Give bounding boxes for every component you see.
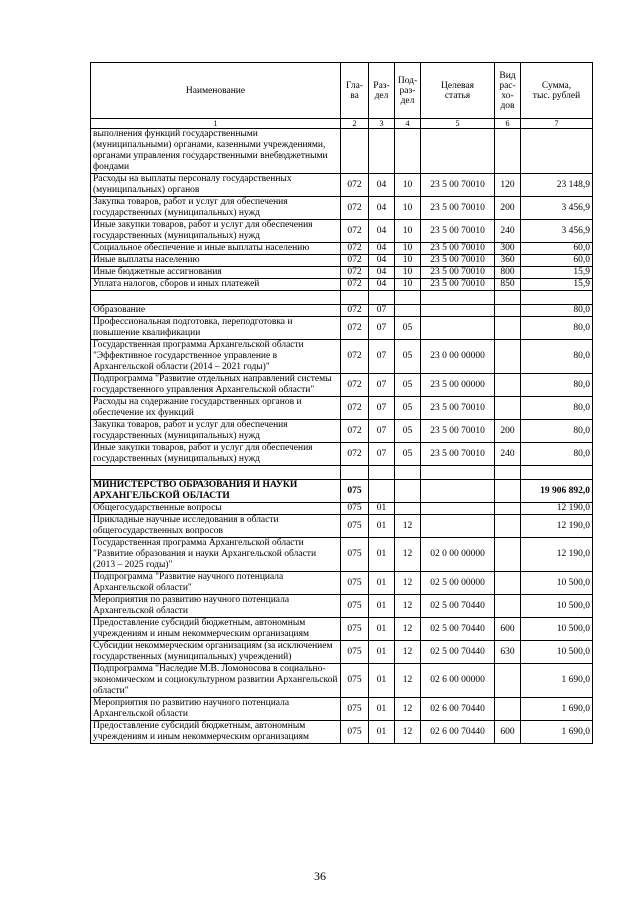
row-section: 01 (369, 618, 395, 641)
row-amount: 3 456,9 (521, 220, 593, 243)
budget-table (90, 62, 593, 744)
row-subsection: 10 (395, 267, 421, 279)
row-chapter: 072 (341, 279, 369, 291)
row-amount: 10 500,0 (521, 618, 593, 641)
row-subsection: 12 (395, 595, 421, 618)
row-target (421, 480, 495, 503)
row-name: Подпрограмма "Развитие отдельных направлений системы государственного управления Архангельской области" (91, 374, 341, 397)
row-target: 23 5 00 70010 (421, 174, 495, 197)
table-row (91, 664, 593, 698)
row-chapter: 075 (341, 538, 369, 572)
row-target: 02 5 00 70440 (421, 595, 495, 618)
row-chapter: 072 (341, 255, 369, 267)
row-amount: 1 690,0 (521, 721, 593, 744)
row-expense-type (495, 572, 521, 595)
row-amount: 80,0 (521, 317, 593, 340)
row-expense-type (495, 340, 521, 374)
table-row (91, 480, 593, 503)
row-section: 07 (369, 397, 395, 420)
header-name: Наименование (91, 63, 341, 119)
row-target: 23 5 00 70010 (421, 443, 495, 466)
row-section: 04 (369, 279, 395, 291)
row-target: 23 5 00 70010 (421, 220, 495, 243)
row-name: Образование (91, 305, 341, 317)
row-expense-type: 120 (495, 174, 521, 197)
row-target (421, 503, 495, 515)
row-expense-type: 240 (495, 220, 521, 243)
row-amount: 80,0 (521, 374, 593, 397)
row-chapter: 072 (341, 317, 369, 340)
row-amount: 10 500,0 (521, 641, 593, 664)
row-chapter (341, 291, 369, 305)
row-chapter: 075 (341, 515, 369, 538)
row-name: Иные бюджетные ассигнования (91, 267, 341, 279)
row-amount: 80,0 (521, 420, 593, 443)
row-target: 23 5 00 70010 (421, 420, 495, 443)
table-row (91, 572, 593, 595)
row-chapter: 075 (341, 618, 369, 641)
table-row (91, 267, 593, 279)
blank-row (91, 466, 593, 480)
table-row (91, 443, 593, 466)
row-chapter: 072 (341, 397, 369, 420)
row-target (421, 466, 495, 480)
row-subsection: 05 (395, 443, 421, 466)
row-section: 07 (369, 305, 395, 317)
row-expense-type (495, 503, 521, 515)
row-section: 04 (369, 243, 395, 255)
row-subsection: 05 (395, 317, 421, 340)
row-section: 01 (369, 641, 395, 664)
row-target: 23 5 00 70010 (421, 197, 495, 220)
row-subsection: 10 (395, 255, 421, 267)
row-section: 01 (369, 572, 395, 595)
row-section: 04 (369, 255, 395, 267)
row-amount: 80,0 (521, 397, 593, 420)
row-chapter: 075 (341, 480, 369, 503)
row-expense-type (495, 129, 521, 174)
row-expense-type (495, 664, 521, 698)
row-chapter: 072 (341, 340, 369, 374)
row-section: 04 (369, 174, 395, 197)
row-target: 02 6 00 00000 (421, 664, 495, 698)
row-chapter: 075 (341, 572, 369, 595)
row-chapter: 075 (341, 595, 369, 618)
row-target (421, 129, 495, 174)
row-amount: 12 190,0 (521, 538, 593, 572)
row-amount (521, 466, 593, 480)
row-chapter: 072 (341, 220, 369, 243)
row-expense-type (495, 374, 521, 397)
row-chapter: 075 (341, 664, 369, 698)
row-subsection (395, 291, 421, 305)
table-body (91, 63, 593, 744)
row-subsection (395, 480, 421, 503)
row-target: 02 6 00 70440 (421, 698, 495, 721)
row-target: 23 5 00 70010 (421, 279, 495, 291)
row-expense-type (495, 305, 521, 317)
header-amount: Сумма, тыс. рублей (521, 63, 593, 119)
column-number: 4 (395, 119, 421, 129)
row-name: Предоставление субсидий бюджетным, автономным учреждениям и иным некоммерческим организациям (91, 721, 341, 744)
row-subsection (395, 305, 421, 317)
row-amount: 80,0 (521, 305, 593, 317)
row-target: 23 5 00 70010 (421, 255, 495, 267)
row-section: 04 (369, 197, 395, 220)
row-section: 04 (369, 220, 395, 243)
row-amount: 12 190,0 (521, 503, 593, 515)
page-number: 36 (314, 869, 326, 883)
row-name: Уплата налогов, сборов и иных платежей (91, 279, 341, 291)
row-amount: 1 690,0 (521, 698, 593, 721)
row-amount: 12 190,0 (521, 515, 593, 538)
row-expense-type: 300 (495, 243, 521, 255)
row-amount: 10 500,0 (521, 595, 593, 618)
row-section: 01 (369, 515, 395, 538)
row-name: Социальное обеспечение и иные выплаты населению (91, 243, 341, 255)
row-expense-type (495, 480, 521, 503)
table-row (91, 618, 593, 641)
row-target: 02 5 00 00000 (421, 572, 495, 595)
row-name: Государственная программа Архангельской области "Эффективное государственное управление в Архангельской области (2014 – 2021 годы)" (91, 340, 341, 374)
row-target: 23 5 00 00000 (421, 374, 495, 397)
row-subsection: 10 (395, 279, 421, 291)
row-name: МИНИСТЕРСТВО ОБРАЗОВАНИЯ И НАУКИ АРХАНГЕЛЬСКОЙ ОБЛАСТИ (91, 480, 341, 503)
row-name: Закупка товаров, работ и услуг для обеспечения государственных (муниципальных) нужд (91, 197, 341, 220)
row-expense-type: 200 (495, 197, 521, 220)
row-expense-type: 360 (495, 255, 521, 267)
row-chapter: 072 (341, 197, 369, 220)
row-target: 23 5 00 70010 (421, 267, 495, 279)
table-row (91, 174, 593, 197)
row-section: 07 (369, 317, 395, 340)
row-chapter: 072 (341, 374, 369, 397)
row-section: 01 (369, 538, 395, 572)
table-row (91, 538, 593, 572)
row-target (421, 305, 495, 317)
row-section: 01 (369, 698, 395, 721)
row-expense-type: 800 (495, 267, 521, 279)
row-target: 23 5 00 70010 (421, 397, 495, 420)
row-amount: 23 148,9 (521, 174, 593, 197)
row-amount: 60,0 (521, 243, 593, 255)
row-target: 02 6 00 70440 (421, 721, 495, 744)
row-expense-type (495, 595, 521, 618)
row-section: 04 (369, 267, 395, 279)
column-number: 7 (521, 119, 593, 129)
row-amount (521, 291, 593, 305)
row-name (91, 466, 341, 480)
row-chapter: 075 (341, 503, 369, 515)
row-section (369, 291, 395, 305)
row-target: 02 5 00 70440 (421, 618, 495, 641)
row-expense-type (495, 317, 521, 340)
row-name: Расходы на содержание государственных органов и обеспечение их функций (91, 397, 341, 420)
table-row (91, 129, 593, 174)
row-subsection (395, 466, 421, 480)
row-section: 07 (369, 420, 395, 443)
row-subsection: 12 (395, 664, 421, 698)
row-name: Расходы на выплаты персоналу государственных (муниципальных) органов (91, 174, 341, 197)
header-row (91, 63, 593, 119)
row-expense-type (495, 515, 521, 538)
row-amount: 60,0 (521, 255, 593, 267)
table-row (91, 698, 593, 721)
column-number: 1 (91, 119, 341, 129)
row-name: Подпрограмма "Наследие М.В. Ломоносова в социально-экономическом и социокультурном развитии Архангельской области" (91, 664, 341, 698)
row-subsection: 05 (395, 374, 421, 397)
row-chapter (341, 129, 369, 174)
row-amount: 15,9 (521, 267, 593, 279)
column-number: 2 (341, 119, 369, 129)
row-section: 01 (369, 503, 395, 515)
table-row (91, 397, 593, 420)
row-section: 01 (369, 595, 395, 618)
row-expense-type (495, 291, 521, 305)
row-chapter: 072 (341, 305, 369, 317)
row-target: 02 5 00 70440 (421, 641, 495, 664)
row-target (421, 515, 495, 538)
row-subsection: 12 (395, 698, 421, 721)
row-name: Иные закупки товаров, работ и услуг для обеспечения государственных (муниципальных) нужд (91, 443, 341, 466)
row-subsection: 10 (395, 243, 421, 255)
row-subsection: 12 (395, 515, 421, 538)
row-name: Государственная программа Архангельской области "Развитие образования и науки Архангельской области (2013 – 2025 годы)" (91, 538, 341, 572)
column-number-row (91, 119, 593, 129)
row-subsection: 10 (395, 220, 421, 243)
row-section: 01 (369, 664, 395, 698)
row-name: Иные закупки товаров, работ и услуг для обеспечения государственных (муниципальных) нужд (91, 220, 341, 243)
row-subsection: 05 (395, 420, 421, 443)
row-name: Иные выплаты населению (91, 255, 341, 267)
table-row (91, 641, 593, 664)
column-number: 3 (369, 119, 395, 129)
row-target: 23 0 00 00000 (421, 340, 495, 374)
row-expense-type: 850 (495, 279, 521, 291)
row-subsection: 12 (395, 538, 421, 572)
column-number: 6 (495, 119, 521, 129)
row-chapter: 075 (341, 641, 369, 664)
row-expense-type: 600 (495, 618, 521, 641)
row-target (421, 291, 495, 305)
header-expense-type: Вид рас- хо- дов (495, 63, 521, 119)
row-chapter: 072 (341, 443, 369, 466)
row-name: Прикладные научные исследования в области общегосударственных вопросов (91, 515, 341, 538)
row-name: Мероприятия по развитию научного потенциала Архангельской области (91, 698, 341, 721)
table-row (91, 197, 593, 220)
row-target: 02 0 00 00000 (421, 538, 495, 572)
header-section: Раз- дел (369, 63, 395, 119)
table-row (91, 243, 593, 255)
row-section (369, 466, 395, 480)
row-subsection (395, 129, 421, 174)
row-expense-type: 630 (495, 641, 521, 664)
row-amount: 19 906 892,0 (521, 480, 593, 503)
row-section (369, 129, 395, 174)
table-row (91, 340, 593, 374)
row-name: Субсидии некоммерческим организациям (за исключением государственных (муниципальных) учреждений) (91, 641, 341, 664)
table-row (91, 420, 593, 443)
row-expense-type (495, 466, 521, 480)
table-row (91, 515, 593, 538)
row-subsection (395, 503, 421, 515)
row-name (91, 291, 341, 305)
row-chapter: 075 (341, 721, 369, 744)
header-chapter: Гла- ва (341, 63, 369, 119)
table-row (91, 595, 593, 618)
row-chapter: 072 (341, 243, 369, 255)
row-expense-type (495, 698, 521, 721)
table-row (91, 317, 593, 340)
row-expense-type (495, 397, 521, 420)
table-row (91, 721, 593, 744)
row-subsection: 05 (395, 340, 421, 374)
row-name: Предоставление субсидий бюджетным, автономным учреждениям и иным некоммерческим организациям (91, 618, 341, 641)
row-chapter: 072 (341, 267, 369, 279)
row-section (369, 480, 395, 503)
header-subsection: Под- раз- дел (395, 63, 421, 119)
row-target: 23 5 00 70010 (421, 243, 495, 255)
row-expense-type: 240 (495, 443, 521, 466)
row-amount: 3 456,9 (521, 197, 593, 220)
table-row (91, 503, 593, 515)
row-amount: 10 500,0 (521, 572, 593, 595)
row-subsection: 10 (395, 197, 421, 220)
row-chapter: 072 (341, 174, 369, 197)
row-section: 01 (369, 721, 395, 744)
row-amount: 15,9 (521, 279, 593, 291)
row-subsection: 12 (395, 572, 421, 595)
row-name: Профессиональная подготовка, переподготовка и повышение квалификации (91, 317, 341, 340)
row-amount (521, 129, 593, 174)
row-section: 07 (369, 340, 395, 374)
blank-row (91, 291, 593, 305)
row-chapter: 075 (341, 698, 369, 721)
row-name: выполнения функций государственными (муниципальными) органами, казенными учреждениями, органами управления государственными внебюджетными фондами (91, 129, 341, 174)
row-subsection: 12 (395, 721, 421, 744)
row-section: 07 (369, 374, 395, 397)
header-target: Целевая статья (421, 63, 495, 119)
row-amount: 80,0 (521, 443, 593, 466)
row-name: Закупка товаров, работ и услуг для обеспечения государственных (муниципальных) нужд (91, 420, 341, 443)
table-row (91, 279, 593, 291)
row-name: Подпрограмма "Развитие научного потенциала Архангельской области" (91, 572, 341, 595)
table-row (91, 220, 593, 243)
row-chapter: 072 (341, 420, 369, 443)
table-row (91, 374, 593, 397)
row-name: Мероприятия по развитию научного потенциала Архангельской области (91, 595, 341, 618)
row-section: 07 (369, 443, 395, 466)
table-row (91, 305, 593, 317)
table-row (91, 255, 593, 267)
row-expense-type: 200 (495, 420, 521, 443)
row-expense-type: 600 (495, 721, 521, 744)
row-target (421, 317, 495, 340)
row-subsection: 12 (395, 618, 421, 641)
column-number: 5 (421, 119, 495, 129)
row-amount: 1 690,0 (521, 664, 593, 698)
row-subsection: 05 (395, 397, 421, 420)
row-amount: 80,0 (521, 340, 593, 374)
row-subsection: 10 (395, 174, 421, 197)
row-chapter (341, 466, 369, 480)
row-subsection: 12 (395, 641, 421, 664)
row-expense-type (495, 538, 521, 572)
row-name: Общегосударственные вопросы (91, 503, 341, 515)
